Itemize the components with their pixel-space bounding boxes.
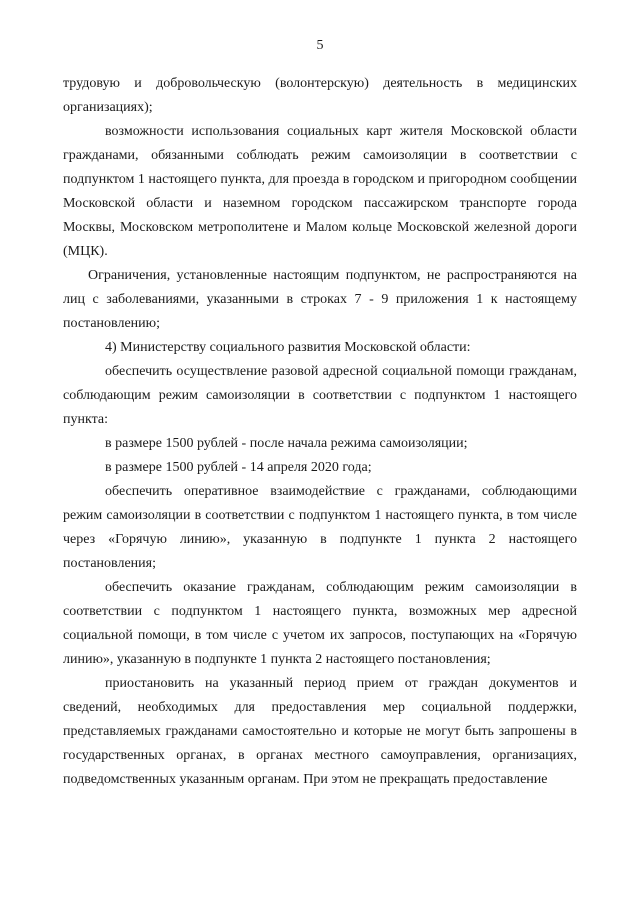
- paragraph-ministry-heading: 4) Министерству социального развития Московской области:: [105, 340, 471, 355]
- paragraph-continuation: трудовую и добровольческую (волонтерскую) деятельность в медицинских организациях);: [63, 76, 577, 115]
- paragraph-payment-second: в размере 1500 рублей - 14 апреля 2020 года;: [105, 460, 372, 475]
- paragraph-social-cards: возможности использования социальных карт жителя Московской области гражданами, обязанными соблюдать режим самоизоляции в соответствии с подпунктом 1 настоящего пункта, для проезда в городском и пригородном сообщении Московской области и наземном городском пассажирском транспорте города Москвы, Московском метрополитене и Малом кольце Московской железной дороги (МЦК).: [63, 124, 577, 259]
- paragraph-restrictions: Ограничения, установленные настоящим подпунктом, не распространяются на лиц с заболеваниями, указанными в строках 7 - 9 приложения 1 к настоящему постановлению;: [63, 268, 577, 331]
- paragraph-payment-first: в размере 1500 рублей - после начала режима самоизоляции;: [105, 436, 468, 451]
- document-body: [63, 72, 577, 792]
- paragraph-social-aid: обеспечить осуществление разовой адресной социальной помощи гражданам, соблюдающим режим самоизоляции в соответствии с подпунктом 1 настоящего пункта:: [63, 364, 577, 427]
- paragraph-suspend-intake: приостановить на указанный период прием от граждан документов и сведений, необходимых для предоставления мер социальной поддержки, представляемых гражданами самостоятельно и которые не могут быть запрошены в государственных органах, в органах местного самоуправления, организациях, подведомственных указанным органам. При этом не прекращать предоставление: [63, 676, 577, 787]
- page-number: 5: [316, 38, 324, 53]
- paragraph-targeted-aid: обеспечить оказание гражданам, соблюдающим режим самоизоляции в соответствии с подпунктом 1 настоящего пункта, возможных мер адресной социальной помощи, в том числе с учетом их запросов, поступающих на «Горячую линию», указанную в подпункте 1 пункта 2 настоящего постановления;: [63, 580, 577, 667]
- paragraph-hotline-interaction: обеспечить оперативное взаимодействие с гражданами, соблюдающими режим самоизоляции в соответствии с подпунктом 1 настоящего пункта, в том числе через «Горячую линию», указанную в подпункте 1 пункта 2 настоящего постановления;: [63, 484, 577, 571]
